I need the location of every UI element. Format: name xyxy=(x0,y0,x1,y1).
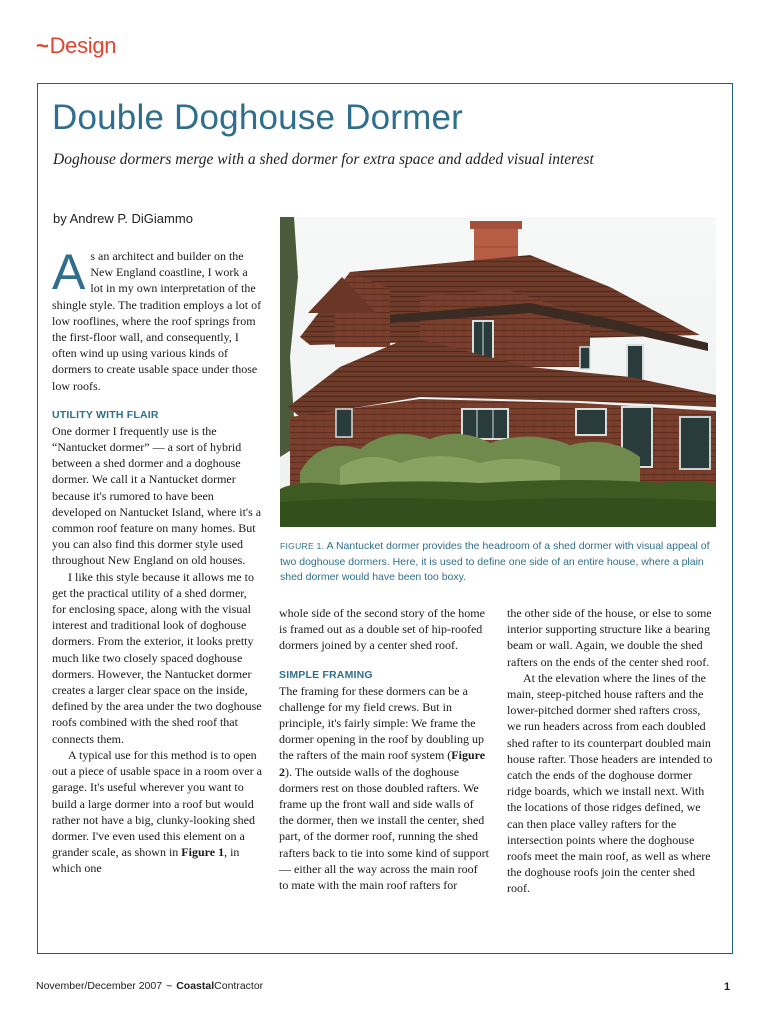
footer-tilde: ~ xyxy=(166,980,173,992)
issue-date: November/December 2007 xyxy=(36,980,163,992)
intro-text: s an architect and builder on the New England coastline, I work a lot in my own interpretation of the shingle style. The tradition employs a lot of low rooflines, where the roof springs from the first-floor wall, and consequently, I often wind up using various kinds of dormers to create usable space under those low roofs. xyxy=(52,249,262,393)
body-text: A typical use for this method is to open out a piece of usable space in a room over a garage. It's useful wherever you want to build a large dormer into a roof but would rather not have a big, clunky-looking shed dormer. I've even used this element on a grander scale, as shown in xyxy=(52,747,262,860)
body-paragraph xyxy=(279,683,489,894)
figure-caption xyxy=(280,539,716,586)
figure-reference: Figure 2 xyxy=(279,748,486,779)
body-text: , in which one xyxy=(52,845,240,876)
intro-paragraph xyxy=(52,244,262,394)
column-2 xyxy=(279,605,489,893)
figure-reference: Figure 1 xyxy=(181,845,225,860)
brand-name-bold: Coastal xyxy=(176,980,215,992)
figure-caption-text: A Nantucket dormer provides the headroom of a shed dormer with visual appeal of two doghouse dormers. Here, it is used to define one side of an entire house, where a plain shed dormer would have been too boxy. xyxy=(280,540,710,583)
page-number: 1 xyxy=(724,981,731,993)
article-deck: Doghouse dormers merge with a shed dormer for extra space and added visual interest xyxy=(53,151,594,168)
brand-name-rest: Contractor xyxy=(214,980,264,992)
drop-cap: A xyxy=(52,244,86,300)
house-photo-illustration xyxy=(280,217,716,527)
column-1 xyxy=(52,244,262,877)
byline: by Andrew P. DiGiammo xyxy=(53,211,193,226)
column-3 xyxy=(507,605,717,897)
body-paragraph xyxy=(52,747,262,877)
section-name: Design xyxy=(49,33,117,58)
body-text: ). The outside walls of the doghouse dormers rest on those doubled rafters. We frame up the front wall and side walls of the dormer, then we install the center, shed part, of the dormer roof, running the shed rafters back to tie into some kind of support — either all the way across the main roof to mate with the main roof rafters for xyxy=(279,764,489,893)
footer-issue xyxy=(36,980,263,992)
body-paragraph: whole side of the second story of the home is framed out as a double set of hip-roofed dormers joined by a center shed roof. xyxy=(279,606,485,653)
house-photo xyxy=(280,217,716,527)
subhead-framing: SIMPLE FRAMING xyxy=(279,668,373,681)
body-paragraph: At the elevation where the lines of the main, steep-pitched house rafters and the lower-pitched dormer shed rafters cross, we run headers across from each doubled shed rafter to its counterpart doubled main house rafter. Those headers are intended to catch the ends of the doghouse dormer ridge boards, which we install next. With the locations of those ridges defined, we can then place valley rafters for the intersection points where the doghouse roofs meet the main roof, as well as where the doghouse roofs join the center shed roof. xyxy=(507,670,713,896)
figure-label: FIGURE 1. xyxy=(280,541,325,551)
tilde-mark: ~ xyxy=(36,33,49,58)
body-paragraph: the other side of the house, or else to some interior supporting structure like a bearing beam or wall. Again, we double the shed rafters on the ends of the center shed roof. xyxy=(507,606,712,669)
subhead-utility: UTILITY WITH FLAIR xyxy=(52,408,159,421)
article-title: Double Doghouse Dormer xyxy=(52,98,464,137)
body-text: The framing for these dormers can be a challenge for my field crews. But in principle, it's fairly simple: We frame the dormer opening in the roof by doubling up the rafters of the main roof system ( xyxy=(279,683,484,763)
body-paragraph: One dormer I frequently use is the “Nantucket dormer” — a sort of hybrid between a shed dormer and a doghouse dormer. We call it a Nantucket dormer because it's rumored to have been developed on Nantucket Island, where it's a common roof feature on many homes. But you can also find this dormer style used throughout New England on old houses. xyxy=(52,423,262,568)
section-label xyxy=(36,33,116,59)
body-paragraph: I like this style because it allows me to get the practical utility of a shed dormer, for enclosing space, along with the visual interest and traditional look of doghouse dormers. From the exterior, it looks pretty much like two closely spaced doghouse dormers. However, the Nantucket dormer creates a larger clear space on the inside, defined by the area under the two doghouse roofs combined with the shed roof that connects them. xyxy=(52,569,262,746)
